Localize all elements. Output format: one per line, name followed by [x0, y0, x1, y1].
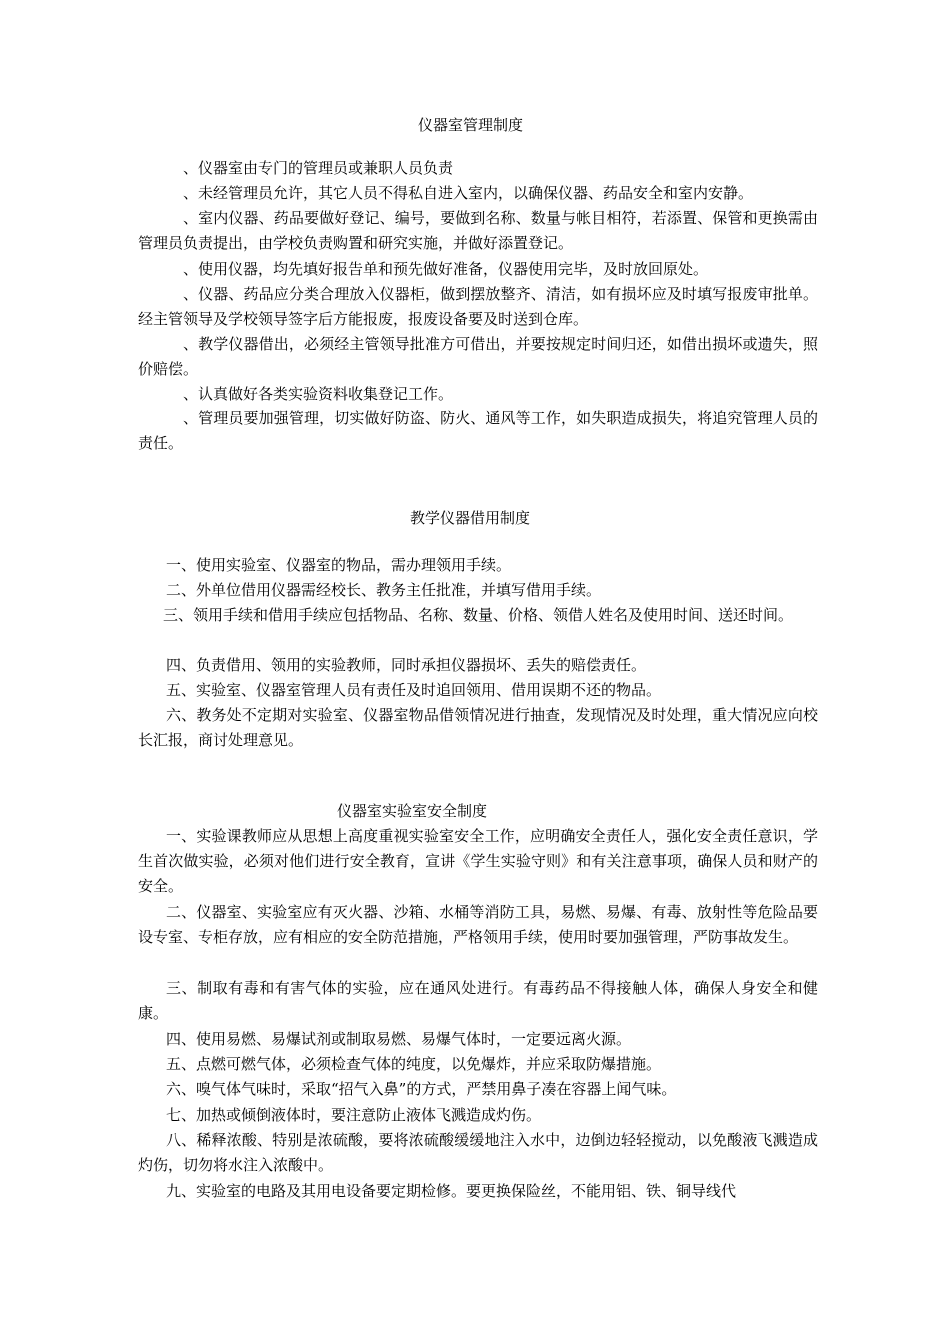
rule-paragraph: 、未经管理员允许，其它人员不得私自进入室内，以确保仪器、药品安全和室内安静。 [183, 184, 754, 202]
rule-paragraph: 八、稀释浓酸、特别是浓硫酸，要将浓硫酸缓缓地注入水中，边倒边轻轻搅动，以免酸液飞溅造成灼伤，切勿将水注入浓酸中。 [138, 1131, 818, 1174]
rule-paragraph: 四、使用易燃、易爆试剂或制取易燃、易爆气体时，一定要远离火源。 [166, 1030, 632, 1048]
rule-paragraph: 九、实验室的电路及其用电设备要定期检修。要更换保险丝，不能用铝、铁、铜导线代 [166, 1182, 737, 1200]
rule-paragraph: 二、外单位借用仪器需经校长、教务主任批准，并填写借用手续。 [166, 581, 602, 599]
rule-paragraph: 四、负责借用、领用的实验教师，同时承担仪器损坏、丢失的赔偿责任。 [166, 656, 647, 674]
rule-paragraph: 、仪器、药品应分类合理放入仪器柜，做到摆放整齐、清洁，如有损坏应及时填写报废审批单。经主管领导及学校领导签字后方能报废，报废设备要及时送到仓库。 [138, 285, 818, 328]
rule-paragraph: 七、加热或倾倒液体时，要注意防止液体飞溅造成灼伤。 [166, 1106, 542, 1124]
rule-paragraph: 一、使用实验室、仪器室的物品，需办理领用手续。 [166, 556, 512, 574]
rule-paragraph: 二、仪器室、实验室应有灭火器、沙箱、水桶等消防工具，易燃、易爆、有毒、放射性等危险品要设专室、专柜存放，应有相应的安全防范措施，严格领用手续，使用时要加强管理，严防事故发生。 [138, 903, 818, 946]
rule-paragraph: 六、教务处不定期对实验室、仪器室物品借领情况进行抽查，发现情况及时处理，重大情况应向校长汇报，商讨处理意见。 [138, 706, 818, 749]
section-title-instrument-room-management: 仪器室管理制度 [418, 116, 524, 134]
rule-paragraph: 、教学仪器借出，必须经主管领导批准方可借出，并要按规定时间归还，如借出损坏或遗失，照价赔偿。 [138, 335, 818, 378]
rule-paragraph: 、室内仪器、药品要做好登记、编号，要做到名称、数量与帐目相符，若添置、保管和更换需由管理员负责提出，由学校负责购置和研究实施，并做好添置登记。 [138, 209, 818, 252]
rule-paragraph: 三、领用手续和借用手续应包括物品、名称、数量、价格、领借人姓名及使用时间、送还时间。 [163, 606, 794, 624]
rule-paragraph: 五、点燃可燃气体，必须检查气体的纯度，以免爆炸，并应采取防爆措施。 [166, 1055, 662, 1073]
rule-paragraph: 、认真做好各类实验资料收集登记工作。 [183, 385, 454, 403]
rule-paragraph: 三、制取有毒和有害气体的实验，应在通风处进行。有毒药品不得接触人体，确保人身安全和健康。 [138, 979, 818, 1022]
section-title-teaching-instrument-borrowing: 教学仪器借用制度 [410, 509, 531, 527]
rule-paragraph: 、仪器室由专门的管理员或兼职人员负责 [183, 159, 454, 177]
rule-paragraph: 、使用仪器，均先填好报告单和预先做好准备，仪器使用完毕，及时放回原处。 [183, 260, 709, 278]
rule-paragraph: 一、实验课教师应从思想上高度重视实验室安全工作，应明确安全责任人，强化安全责任意识，学生首次做实验，必须对他们进行安全教育，宣讲《学生实验守则》和有关注意事项，确保人员和财产的安全。 [138, 827, 818, 895]
rule-paragraph: 五、实验室、仪器室管理人员有责任及时追回领用、借用误期不还的物品。 [166, 681, 662, 699]
section-title-lab-safety: 仪器室实验室安全制度 [337, 802, 488, 820]
rule-paragraph: 六、嗅气体气味时，采取“招气入鼻”的方式，严禁用鼻子凑在容器上闻气味。 [166, 1080, 677, 1098]
rule-paragraph: 、管理员要加强管理，切实做好防盗、防火、通风等工作，如失职造成损失，将追究管理人员的责任。 [138, 409, 818, 452]
